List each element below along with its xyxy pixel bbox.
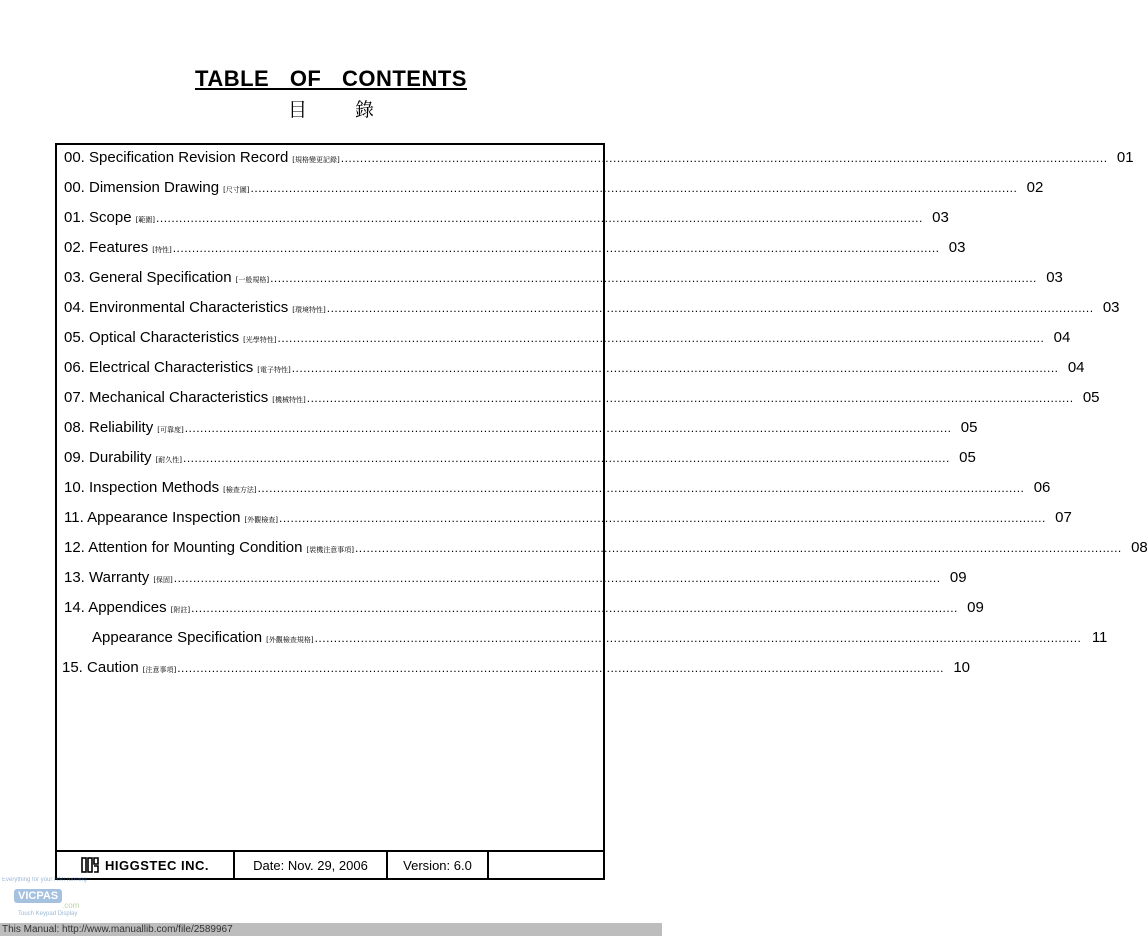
footer-table	[57, 850, 603, 878]
toc-entry[interactable]	[62, 659, 970, 689]
toc-dot-leader: ........................................................................................................................................................................................................	[184, 421, 952, 435]
toc-entry[interactable]	[64, 569, 967, 599]
toc-entry[interactable]	[64, 149, 1134, 179]
toc-dot-leader: ........................................................................................................................................................................................................	[177, 661, 944, 675]
toc-entry-page-number: 09	[967, 599, 984, 616]
toc-entry-label: 00. Dimension Drawing	[64, 179, 220, 196]
toc-entry[interactable]	[64, 269, 1063, 299]
toc-entry-chinese-label: [光學特性]	[243, 336, 277, 344]
toc-entry-chinese-label: [注意事項]	[142, 666, 177, 674]
toc-dot-leader: ........................................................................................................................................................................................................	[340, 151, 1108, 165]
toc-entry-chinese-label: [機械特性]	[272, 396, 306, 404]
vicpas-watermark: Everything for your HMI running VICPAS .com Touch Keypad Display	[2, 877, 87, 917]
toc-entry-chinese-label: [保固]	[153, 576, 173, 584]
version-cell: Version: 6.0	[388, 852, 489, 878]
toc-entry[interactable]	[64, 479, 1051, 509]
toc-entry[interactable]	[64, 329, 1071, 359]
toc-dot-leader: ........................................................................................................................................................................................................	[250, 181, 1018, 195]
toc-entry-label: 13. Warranty	[64, 569, 150, 586]
toc-entry-chinese-label: [外觀檢查規格]	[266, 636, 314, 644]
toc-entry-label: 02. Features	[64, 239, 149, 256]
toc-entry-chinese-label: [規格變更記錄]	[292, 156, 340, 164]
toc-entry[interactable]	[64, 239, 966, 269]
toc-dot-leader: ........................................................................................................................................................................................................	[314, 631, 1082, 645]
toc-entry-label: 10. Inspection Methods	[64, 479, 220, 496]
toc-dot-leader: ........................................................................................................................................................................................................	[270, 271, 1037, 285]
toc-entry-label: 09. Durability	[64, 449, 152, 466]
toc-entry-page-number: 03	[948, 239, 966, 256]
toc-dot-leader: ........................................................................................................................................................................................................	[191, 601, 958, 615]
toc-entry-page-number: 10	[953, 659, 970, 676]
toc-entry-label: 01. Scope	[64, 209, 132, 226]
toc-entry[interactable]	[64, 359, 1085, 389]
toc-entry-label: 14. Appendices	[64, 599, 167, 616]
toc-entry[interactable]	[64, 179, 1044, 209]
toc-entry-page-number: 05	[960, 419, 978, 436]
toc-entry[interactable]	[64, 299, 1120, 329]
toc-box	[55, 143, 1148, 880]
source-bar	[0, 923, 662, 936]
toc-dot-leader: ........................................................................................................................................................................................................	[183, 451, 950, 465]
toc-entry-chinese-label: [電子特性]	[257, 366, 291, 374]
toc-dot-leader: ........................................................................................................................................................................................................	[156, 211, 923, 225]
toc-dot-leader: ........................................................................................................................................................................................................	[326, 301, 1094, 315]
toc-entry-chinese-label: [耐久性]	[155, 456, 183, 464]
toc-dot-leader: ........................................................................................................................................................................................................	[172, 241, 940, 255]
toc-entry[interactable]	[64, 599, 984, 629]
toc-entry-label: 07. Mechanical Characteristics	[64, 389, 269, 406]
toc-dot-leader: ........................................................................................................................................................................................................	[279, 511, 1046, 525]
toc-entry-label: 08. Reliability	[64, 419, 154, 436]
toc-entry-page-number: 05	[959, 449, 976, 466]
toc-entry[interactable]	[64, 419, 978, 449]
toc-entry-chinese-label: [範圍]	[135, 216, 156, 224]
toc-entry-label: 11. Appearance Inspection	[64, 509, 241, 526]
page-title: TABLE OF CONTENTS	[195, 66, 467, 91]
toc-dot-leader: ........................................................................................................................................................................................................	[173, 571, 941, 585]
toc-entry-label: 03. General Specification	[64, 269, 232, 286]
toc-entry[interactable]	[64, 389, 1100, 419]
toc-entry-label: 04. Environmental Characteristics	[64, 299, 289, 316]
toc-entry-page-number: 01	[1116, 149, 1134, 166]
toc-entry[interactable]	[64, 509, 1072, 539]
toc-entry-chinese-label: [可靠度]	[157, 426, 184, 434]
toc-entry[interactable]	[92, 629, 1108, 659]
toc-entry-page-number: 08	[1131, 539, 1148, 556]
toc-entry-label: 12. Attention for Mounting Condition	[64, 539, 303, 556]
toc-entry-page-number: 03	[1046, 269, 1063, 286]
toc-entry-page-number: 03	[932, 209, 949, 226]
page-subtitle: 目 錄	[287, 99, 375, 121]
toc-entry-page-number: 09	[949, 569, 967, 586]
toc-entry-label: 05. Optical Characteristics	[64, 329, 240, 346]
toc-entry-chinese-label: [附註]	[170, 606, 191, 614]
toc-entry-chinese-label: [一般規格]	[235, 276, 270, 284]
toc-entry-label: 06. Electrical Characteristics	[64, 359, 254, 376]
source-link[interactable]: This Manual: http://www.manuallib.com/file/2589967	[2, 924, 233, 935]
toc-entry-label: Appearance Specification	[92, 629, 263, 646]
toc-entry-page-number: 11	[1091, 629, 1108, 646]
toc-entry-page-number: 04	[1067, 359, 1085, 376]
toc-dot-leader: ........................................................................................................................................................................................................	[306, 391, 1074, 405]
toc-entry-label: 15. Caution	[62, 659, 139, 676]
company-logo-cell	[57, 852, 235, 878]
toc-entry-chinese-label: [環境特性]	[292, 306, 326, 314]
toc-entry-page-number: 05	[1082, 389, 1100, 406]
company-logo-icon	[81, 857, 99, 873]
toc-entry[interactable]	[64, 209, 949, 239]
toc-entry-page-number: 04	[1053, 329, 1071, 346]
toc-entry[interactable]	[64, 449, 976, 479]
empty-cell	[489, 852, 603, 878]
toc-entry-page-number: 03	[1102, 299, 1120, 316]
company-logo: HIGGSTEC INC.	[81, 857, 209, 873]
toc-dot-leader: ........................................................................................................................................................................................................	[291, 361, 1059, 375]
toc-entry-chinese-label: [尺寸圖]	[223, 186, 250, 194]
toc-dot-leader: ........................................................................................................................................................................................................	[257, 481, 1025, 495]
toc-entry-chinese-label: [裝機注意事項]	[306, 546, 354, 554]
toc-entry-page-number: 07	[1055, 509, 1072, 526]
toc-dot-leader: ........................................................................................................................................................................................................	[277, 331, 1045, 345]
toc-entry-page-number: 06	[1033, 479, 1051, 496]
toc-entry-chinese-label: [外觀檢查]	[244, 516, 278, 524]
toc-entry[interactable]	[64, 539, 1148, 569]
date-cell: Date: Nov. 29, 2006	[235, 852, 388, 878]
toc-entry-chinese-label: [特性]	[152, 246, 172, 254]
toc-entry-chinese-label: [檢查方法]	[223, 486, 257, 494]
toc-entry-page-number: 02	[1026, 179, 1044, 196]
toc-entry-label: 00. Specification Revision Record	[64, 149, 289, 166]
toc-dot-leader: ........................................................................................................................................................................................................	[354, 541, 1122, 555]
